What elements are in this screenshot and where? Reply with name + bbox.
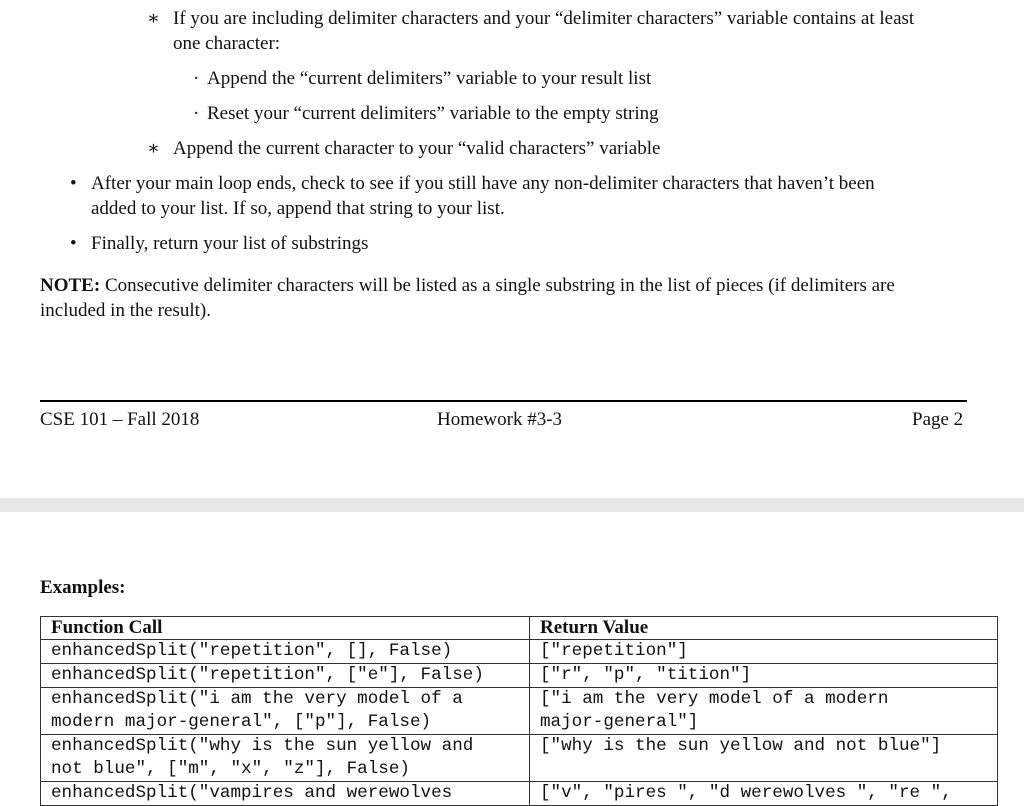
note-line2: included in the result). [40, 300, 211, 321]
footer-page-number: Page 2 [912, 409, 964, 430]
step-bullet-1-line1: After your main loop ends, check to see if you still have any non-delimiter characters that haven’t been [91, 173, 875, 194]
footer-course: CSE 101 – Fall 2018 [40, 409, 200, 430]
table-header-row [41, 617, 998, 640]
star-bullet-icon: ∗ [147, 138, 160, 159]
table-row [41, 735, 998, 782]
function-call-cell: enhancedSplit("i am the very model of a modern major-general", ["p"], False) [41, 688, 530, 735]
column-header-return-value: Return Value [530, 617, 998, 640]
return-value-cell: ["r", "p", "tition"] [530, 664, 998, 688]
function-call-cell: enhancedSplit("why is the sun yellow and not blue", ["m", "x", "z"], False) [41, 735, 530, 782]
step-star-item-1-line2: one character: [173, 33, 281, 54]
step-bullet-2: Finally, return your list of substrings [91, 233, 369, 254]
step-sub-item-1: Append the “current delimiters” variable to your result list [207, 68, 652, 89]
step-star-item-1-line1: If you are including delimiter characters and your “delimiter characters” variable contains at least [173, 8, 915, 29]
page-separator [0, 498, 1024, 512]
examples-heading: Examples: [40, 577, 126, 598]
table-row [41, 688, 998, 735]
table-row [41, 640, 998, 664]
step-sub-item-2: Reset your “current delimiters” variable to the empty string [207, 103, 659, 124]
note-line1: Consecutive delimiter characters will be listed as a single substring in the list of pieces (if delimiters are [104, 275, 895, 296]
middot-bullet-icon: · [193, 103, 200, 124]
function-call-cell: enhancedSplit("repetition", ["e"], False) [41, 664, 530, 688]
column-header-function-call: Function Call [41, 617, 530, 640]
step-star-item-2: Append the current character to your “valid characters” variable [173, 138, 661, 159]
function-call-cell: enhancedSplit("vampires and werewolves [41, 782, 530, 806]
footer-assignment: Homework #3-3 [437, 409, 563, 430]
function-call-cell: enhancedSplit("repetition", [], False) [41, 640, 530, 664]
footer-rule [40, 400, 967, 402]
return-value-cell: ["repetition"] [530, 640, 998, 664]
return-value-cell: ["why is the sun yellow and not blue"] [530, 735, 998, 782]
middot-bullet-icon: · [193, 68, 200, 89]
return-value-cell: ["v", "pires ", "d werewolves ", "re ", [530, 782, 998, 806]
examples-table [40, 616, 998, 806]
star-bullet-icon: ∗ [147, 8, 160, 29]
return-value-cell: ["i am the very model of a modern major-general"] [530, 688, 998, 735]
round-bullet-icon: • [70, 233, 77, 254]
step-bullet-1-line2: added to your list. If so, append that string to your list. [91, 198, 505, 219]
note-paragraph [40, 273, 895, 298]
note-label: NOTE: [40, 275, 101, 296]
table-row [41, 664, 998, 688]
table-row [41, 782, 998, 806]
round-bullet-icon: • [70, 173, 77, 194]
